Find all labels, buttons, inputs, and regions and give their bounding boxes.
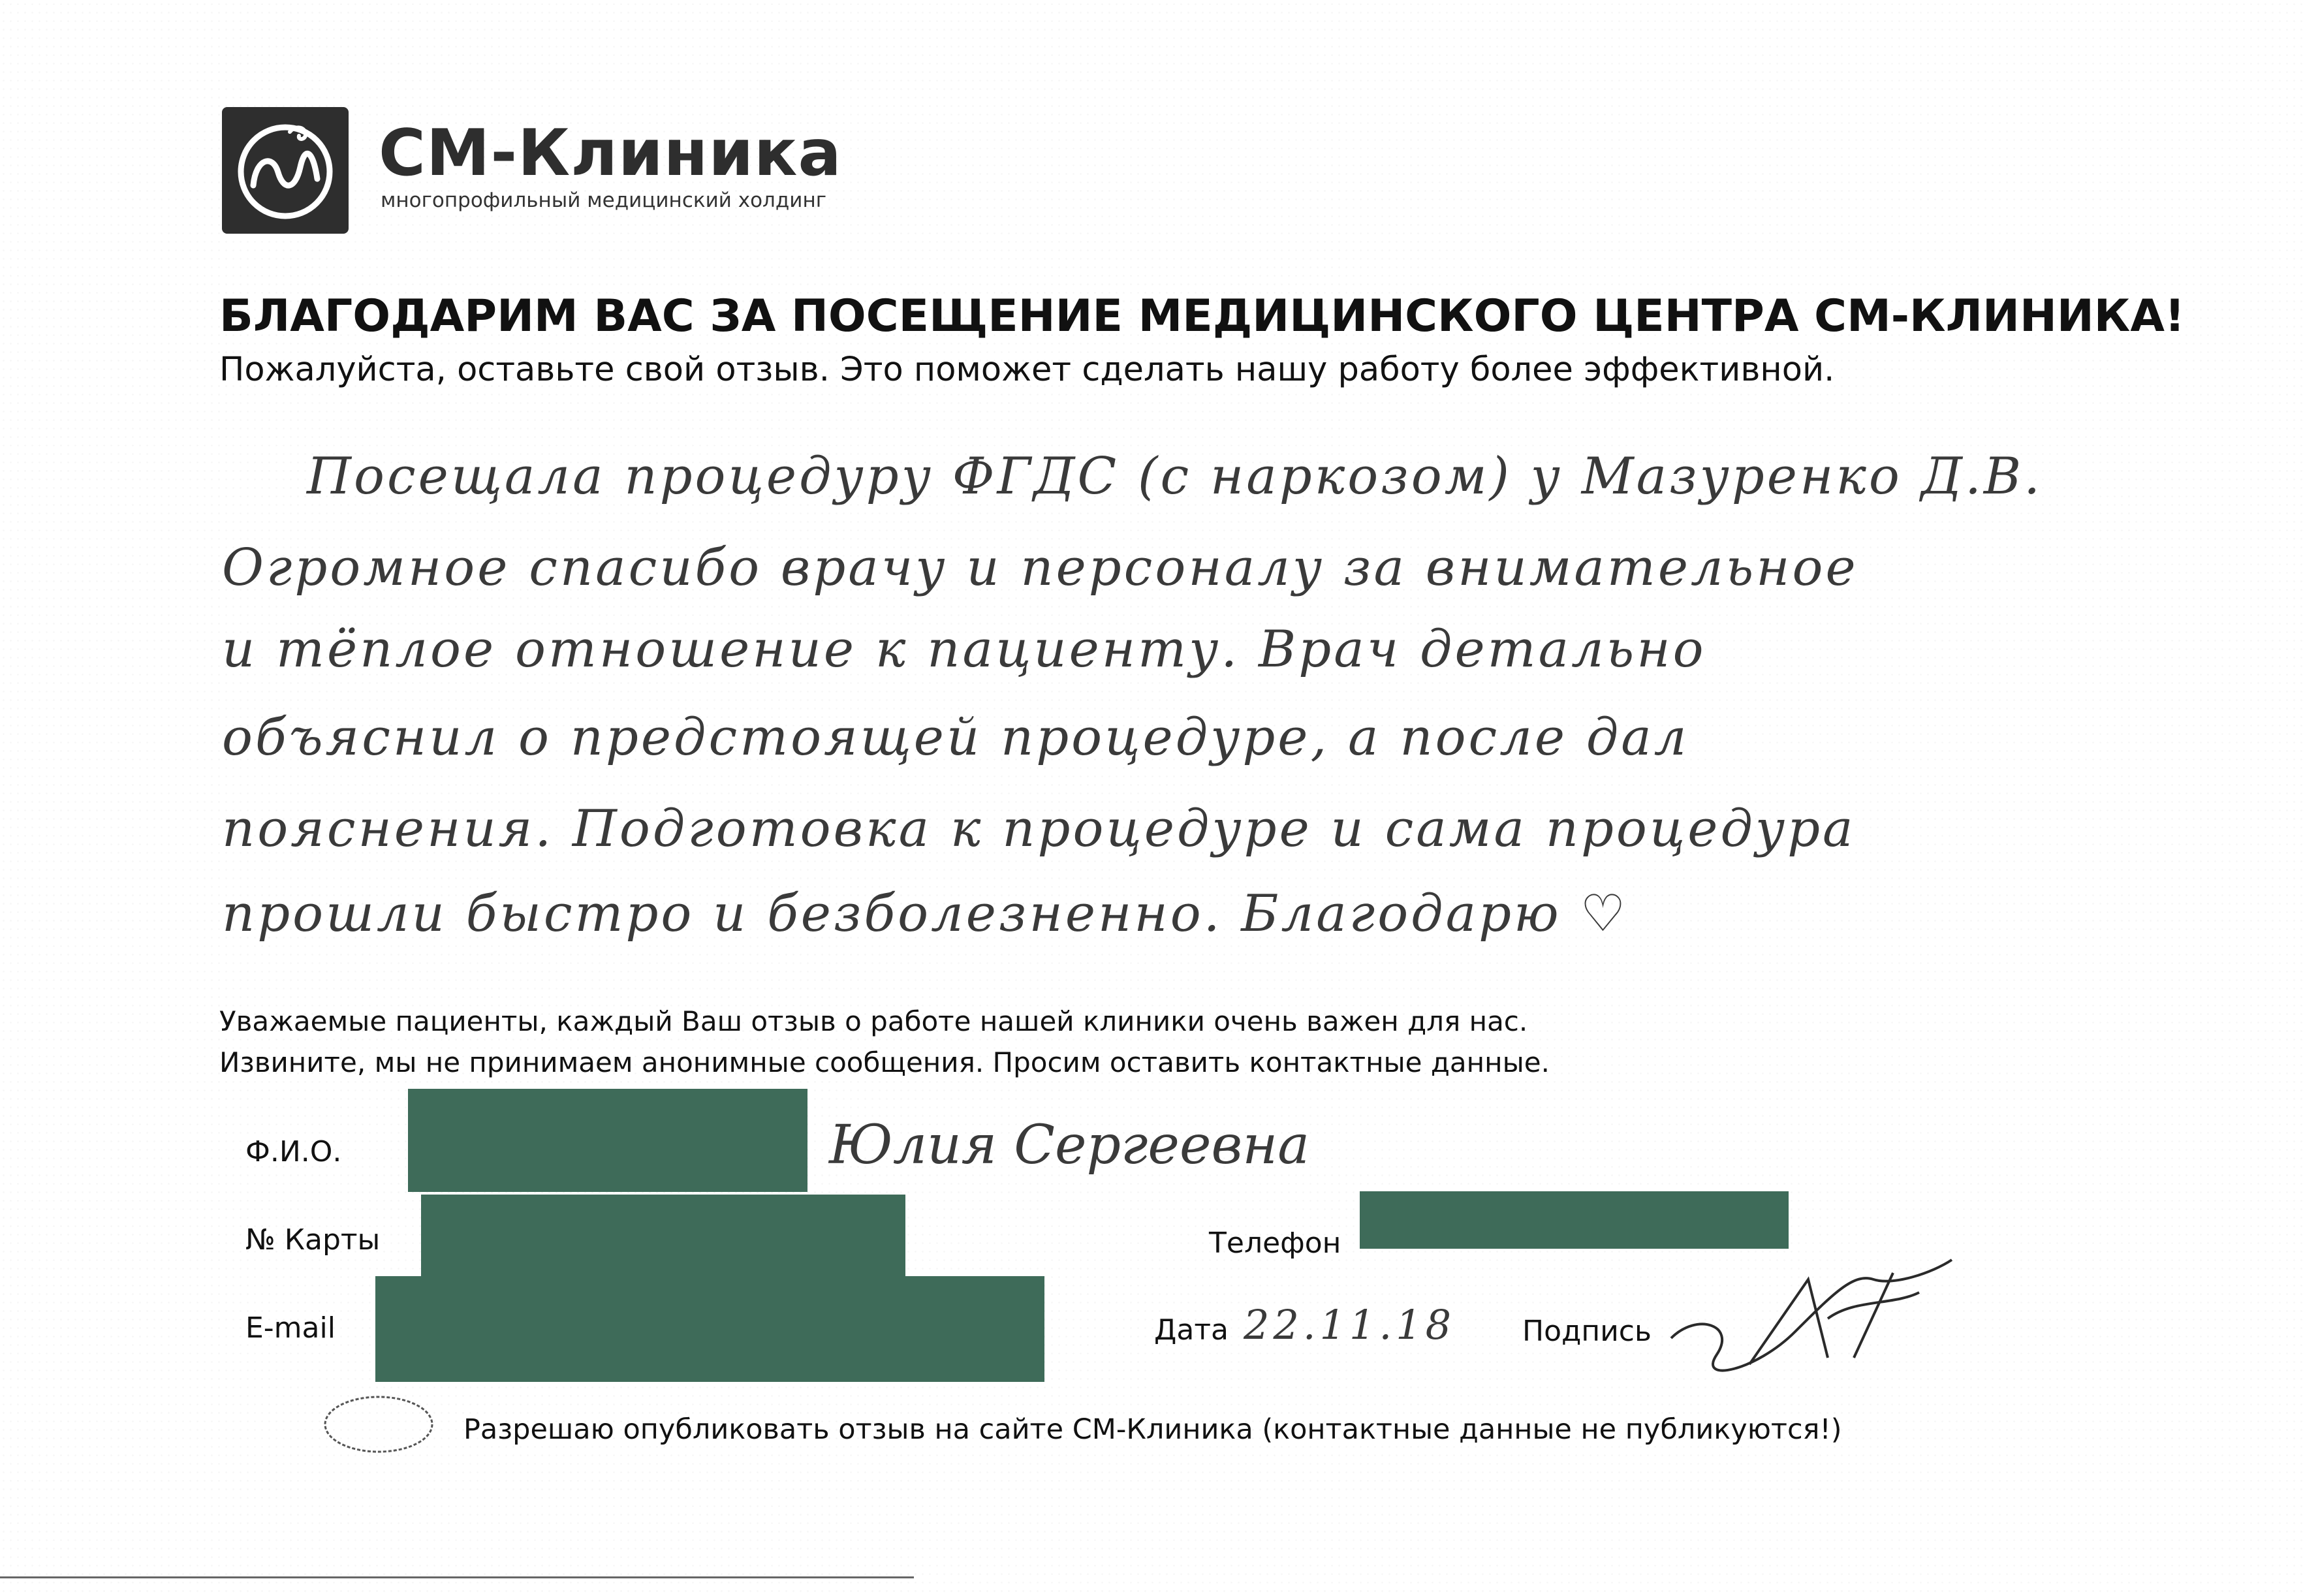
consent-checkbox-circle[interactable]: [320, 1390, 437, 1456]
email-redaction: [375, 1276, 1044, 1382]
cm-clinic-logo-icon: [222, 107, 349, 234]
feedback-line: Огромное спасибо врачу и персоналу за внимательное: [222, 539, 1858, 597]
email-label: E-mail: [245, 1311, 336, 1345]
feedback-line: Посещала процедуру ФГДС (с наркозом) у Мазуренко Д.В.: [307, 447, 2043, 506]
handwritten-signature: [1658, 1234, 1965, 1384]
notice-line-1: Уважаемые пациенты, каждый Ваш отзыв о работе нашей клиники очень важен для нас.: [219, 1005, 1528, 1037]
date-label: Дата: [1154, 1313, 1229, 1347]
card-label: № Карты: [245, 1223, 381, 1257]
feedback-line: объяснил о предстоящей процедуре, а после дал: [222, 708, 1689, 767]
consent-text: Разрешаю опубликовать отзыв на сайте СМ-Клиника (контактные данные не публикуются!): [463, 1413, 1842, 1446]
notice-line-2: Извините, мы не принимаем анонимные сообщения. Просим оставить контактные данные.: [219, 1046, 1550, 1078]
page-bottom-rule: [0, 1576, 914, 1578]
feedback-line: пояснения. Подготовка к процедуре и сама процедура: [222, 800, 1856, 858]
feedback-line: прошли быстро и безболезненно. Благодарю ♡: [222, 884, 1629, 943]
signature-label: Подпись: [1522, 1315, 1652, 1348]
fio-redaction: [408, 1089, 807, 1192]
page-subtitle: Пожалуйста, оставьте свой отзыв. Это поможет сделать нашу работу более эффективной.: [219, 351, 1835, 389]
feedback-line: и тёплое отношение к пациенту. Врач детально: [222, 620, 1706, 679]
brand-name: СМ-Клиника: [379, 116, 842, 191]
phone-label: Телефон: [1209, 1227, 1341, 1260]
date-value: 22.11.18: [1244, 1301, 1456, 1349]
fio-value: Юлия Сергеевна: [829, 1114, 1310, 1176]
card-redaction: [421, 1195, 905, 1278]
page-title: БЛАГОДАРИМ ВАС ЗА ПОСЕЩЕНИЕ МЕДИЦИНСКОГО ЦЕНТРА СМ-КЛИНИКА!: [219, 290, 2185, 342]
brand-tagline: многопрофильный медицинский холдинг: [381, 189, 826, 212]
fio-label: Ф.И.О.: [245, 1135, 342, 1168]
